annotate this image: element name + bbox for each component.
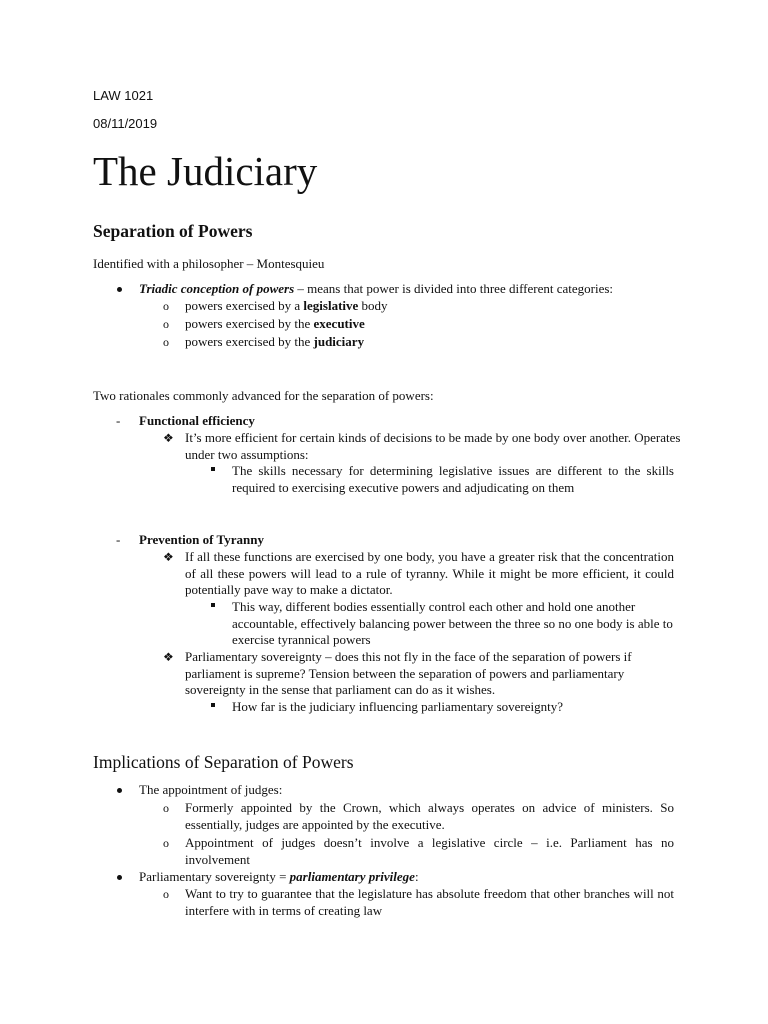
executive-item — [185, 316, 365, 333]
intro-text: Identified with a philosopher – Montesquieu — [93, 256, 325, 271]
rationale-2-point-2: Parliamentary sovereignty – does this not fly in the face of the separation of powers if parliament is supreme? Tension between the separation of powers and parliamentary sovereignty in the sense that parliament can do as it wishes. — [185, 649, 632, 697]
rationale-2-sub-2: How far is the judiciary influencing parliamentary sovereignty? — [232, 699, 564, 714]
rationale-1-title-text: Functional efficiency — [139, 413, 255, 428]
bullet-icon — [117, 875, 122, 880]
rationale-1-point: It’s more efficient for certain kinds of decisions to be made by one body over another. Operates under two assumptions: — [185, 430, 681, 462]
section-heading-implications: Implications of Separation of Powers — [93, 752, 354, 772]
circle-bullet-icon: o — [163, 887, 169, 901]
bullet-icon — [117, 287, 122, 292]
bullet-icon — [117, 788, 122, 793]
legislative-bold: legislative — [303, 298, 359, 313]
rationale-2-title — [139, 532, 264, 549]
circle-bullet-icon: o — [163, 801, 169, 815]
diamond-bullet-icon: ❖ — [163, 431, 174, 445]
rationale-2-title-text: Prevention of Tyranny — [139, 532, 264, 547]
rationales-intro: Two rationales commonly advanced for the separation of powers: — [93, 388, 434, 403]
triadic-desc: – means that power is divided into three different categories: — [294, 281, 614, 296]
appointment-item: The appointment of judges: — [139, 782, 283, 797]
circle-bullet-icon: o — [163, 836, 169, 850]
judiciary-bold: judiciary — [313, 334, 365, 349]
circle-bullet-icon: o — [163, 317, 169, 331]
diamond-bullet-icon: ❖ — [163, 550, 174, 564]
dash-icon: - — [116, 413, 121, 428]
executive-bold: executive — [313, 316, 365, 331]
legislative-post: body — [358, 298, 388, 313]
sovereignty-em: parliamentary privilege — [289, 869, 415, 884]
square-bullet-icon — [211, 603, 215, 607]
circle-bullet-icon: o — [163, 299, 169, 313]
rationale-2-point-1: If all these functions are exercised by one body, you have a greater risk that the concentration of all these powers will lead to a rule of tyranny. While it might be more efficient, it could potentially pave way to make a dictator. — [185, 549, 674, 597]
sovereignty-item — [139, 869, 419, 886]
square-bullet-icon — [211, 703, 215, 707]
document-date: 08/11/2019 — [93, 116, 158, 131]
page-title: The Judiciary — [93, 148, 318, 194]
legislative-item — [185, 298, 388, 315]
circle-bullet-icon: o — [163, 335, 169, 349]
triadic-term: Triadic conception of powers — [139, 281, 295, 296]
rationale-2-sub-1: This way, different bodies essentially control each other and hold one another accountable, effectively balancing power between the three so no one body is able to exercise tyrannical powers — [232, 599, 673, 647]
square-bullet-icon — [211, 467, 215, 471]
diamond-bullet-icon: ❖ — [163, 650, 174, 664]
judiciary-item — [185, 334, 364, 351]
rationale-1-sub: The skills necessary for determining legislative issues are different to the skills required to exercising executive powers and adjudicating on them — [232, 463, 674, 495]
appointment-sub-1: Formerly appointed by the Crown, which always operates on advice of ministers. So essentially, judges are appointed by the executive. — [185, 800, 674, 832]
triadic-item — [139, 281, 613, 298]
sovereignty-pre: Parliamentary sovereignty = — [139, 869, 290, 884]
sovereignty-post: : — [414, 869, 419, 884]
appointment-sub-2: Appointment of judges doesn’t involve a legislative circle – i.e. Parliament has no involvement — [185, 835, 674, 867]
rationale-1-title — [139, 413, 255, 430]
legislative-pre: powers exercised by a — [185, 298, 304, 313]
executive-pre: powers exercised by the — [185, 316, 314, 331]
section-heading-separation: Separation of Powers — [93, 221, 253, 241]
course-code: LAW 1021 — [93, 88, 154, 103]
judiciary-pre: powers exercised by the — [185, 334, 314, 349]
dash-icon: - — [116, 532, 121, 547]
sovereignty-sub-1: Want to try to guarantee that the legislature has absolute freedom that other branches will not interfere with in terms of creating law — [185, 886, 674, 918]
